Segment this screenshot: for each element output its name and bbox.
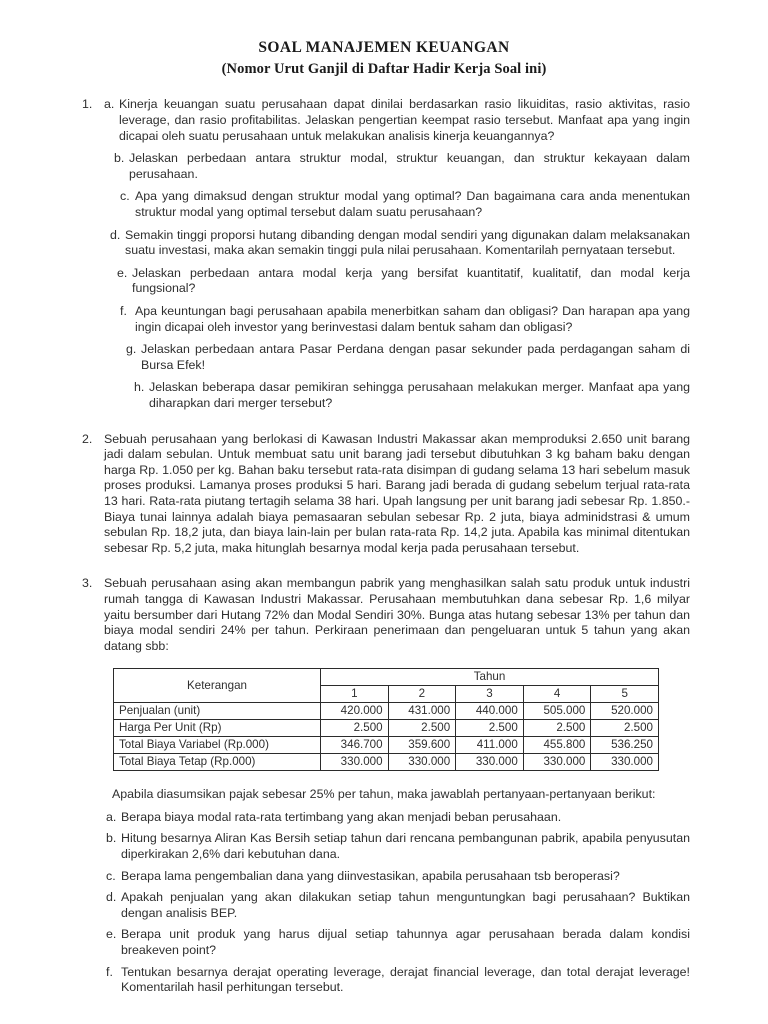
closing-item-a-text: Berapa biaya modal rata-rata tertimbang yang akan menjadi beban perusahaan. (121, 809, 562, 824)
question-1-item-a (104, 97, 690, 144)
spacer (104, 259, 690, 266)
spacer (104, 182, 690, 189)
row-label-penjualan: Penjualan (unit) (114, 703, 321, 720)
spacer (104, 144, 690, 151)
table-header-year-3: 3 (456, 686, 524, 703)
cell-penjualan-y2: 431.000 (388, 703, 456, 720)
table-header-tahun: Tahun (321, 669, 659, 686)
question-1-item-e-marker: e. (117, 265, 128, 280)
spacer (78, 556, 690, 576)
cell-tetap-y2: 330.000 (388, 754, 456, 771)
closing-item-f-text: Tentukan besarnya derajat operating leverage, derajat financial leverage, dan total derajat leverage! Komentarilah hasil perhitungan tersebut. (121, 964, 690, 995)
table-row (114, 720, 659, 737)
table-row (114, 754, 659, 771)
financial-projection-table (113, 668, 659, 771)
cell-tetap-y3: 330.000 (456, 754, 524, 771)
question-1-item-h-text: Jelaskan beberapa dasar pemikiran sehingga perusahaan melakukan merger. Manfaat apa yang diharapkan dari merger tersebut? (149, 380, 690, 410)
question-3-body (104, 576, 690, 654)
row-label-biaya-tetap: Total Biaya Tetap (Rp.000) (114, 754, 321, 771)
cell-harga-y4: 2.500 (523, 720, 591, 737)
table-row (114, 703, 659, 720)
closing-item-b (106, 831, 690, 862)
question-1-item-g (104, 342, 690, 373)
question-1-body (104, 97, 690, 411)
cell-penjualan-y3: 440.000 (456, 703, 524, 720)
question-3-text: Sebuah perusahaan asing akan membangun pabrik yang menghasilkan salah satu produk untuk industri rumah tangga di Kawasan Industri Makassar. Perusahaan membutuhkan dana sebesar Rp. 1,6 milyar yaitu bersumber dari Hutang 72% dan Modal Sendiri 30%. Bunga atas hutang sebesar 13% per tahun dan biaya modal sendiri 24% per tahun. Perkiraan penerimaan dan pengeluaran untuk 5 tahun yang akan datang sbb: (104, 576, 690, 653)
closing-item-e (106, 927, 690, 958)
question-2 (78, 432, 690, 557)
row-label-harga-per-unit: Harga Per Unit (Rp) (114, 720, 321, 737)
table-body (114, 703, 659, 771)
closing-item-e-marker: e. (106, 927, 117, 942)
question-1-item-b-marker: b. (114, 151, 125, 166)
cell-penjualan-y4: 505.000 (523, 703, 591, 720)
cell-tetap-y5: 330.000 (591, 754, 659, 771)
question-1-item-f-text: Apa keuntungan bagi perusahaan apabila menerbitkan saham dan obligasi? Dan harapan apa yang ingin dicapai oleh investor yang berinvestasi dalam bentuk saham dan obligasi? (135, 304, 690, 334)
cell-variabel-y4: 455.800 (523, 737, 591, 754)
cell-tetap-y1: 330.000 (321, 754, 389, 771)
spacer (104, 373, 690, 380)
cell-variabel-y1: 346.700 (321, 737, 389, 754)
cell-penjualan-y1: 420.000 (321, 703, 389, 720)
closing-item-c-text: Berapa lama pengembalian dana yang diinvestasikan, apabila perusahaan tsb beroperasi? (121, 868, 620, 883)
document-title-block (78, 38, 690, 79)
question-1-item-f (104, 304, 690, 335)
table-header-keterangan: Keterangan (114, 669, 321, 703)
question-1 (78, 97, 690, 411)
closing-lead-text: Apabila diasumsikan pajak sebesar 25% per tahun, maka jawablah pertanyaan-pertanyaan berikut: (112, 787, 656, 802)
question-1-number: 1. (82, 97, 93, 112)
cell-variabel-y5: 536.250 (591, 737, 659, 754)
question-1-item-a-marker: a. (104, 97, 115, 112)
closing-item-c (106, 869, 690, 885)
page-subtitle: (Nomor Urut Ganjil di Daftar Hadir Kerja Soal ini) (221, 60, 547, 77)
cell-harga-y2: 2.500 (388, 720, 456, 737)
cell-harga-y5: 2.500 (591, 720, 659, 737)
table-header-year-5: 5 (591, 686, 659, 703)
question-1-item-h-marker: h. (134, 380, 145, 395)
question-1-item-a-text: Kinerja keuangan suatu perusahaan dapat dinilai berdasarkan rasio likuiditas, rasio aktivitas, rasio leverage, dan rasio profitabilitas. Jelaskan pengertian keempat rasio tersebut. Manfaat apa yang ingin dicapai oleh suatu perusahaan untuk melakukan analisis kinerja keuangannya? (119, 97, 690, 143)
question-1-item-d (104, 228, 690, 259)
spacer (104, 221, 690, 228)
question-1-item-e (104, 266, 690, 297)
table-header-year-4: 4 (523, 686, 591, 703)
question-1-item-g-text: Jelaskan perbedaan antara Pasar Perdana dengan pasar sekunder pada perdagangan saham di Bursa Efek! (141, 342, 690, 372)
cell-tetap-y4: 330.000 (523, 754, 591, 771)
closing-item-b-text: Hitung besarnya Aliran Kas Bersih setiap tahun dari rencana pembangunan pabrik, apabila penyusutan diperkirakan 2,6% dari kebutuhan dana. (121, 831, 690, 862)
spacer (78, 412, 690, 432)
question-2-number: 2. (82, 431, 93, 446)
table-header (114, 669, 659, 703)
cell-variabel-y3: 411.000 (456, 737, 524, 754)
question-1-item-c-text: Apa yang dimaksud dengan struktur modal yang optimal? Dan bagaimana cara anda menentukan struktur modal yang optimal tersebut dalam suatu perusahaan? (135, 189, 690, 220)
question-1-item-e-text: Jelaskan perbedaan antara modal kerja yang bersifat kuantitatif, kualitatif, dan modal kerja fungsional? (132, 265, 690, 296)
table-header-row-1 (114, 669, 659, 686)
closing-item-d (106, 890, 690, 921)
table-header-year-2: 2 (388, 686, 456, 703)
question-1-item-f-marker: f. (120, 304, 127, 319)
closing-item-f-marker: f. (106, 964, 113, 979)
question-1-item-d-marker: d. (110, 227, 121, 242)
closing-item-c-marker: c. (106, 868, 116, 883)
question-1-item-c-marker: c. (120, 189, 130, 204)
question-1-item-b (104, 151, 690, 182)
financial-table-wrapper (113, 668, 690, 771)
table-header-year-1: 1 (321, 686, 389, 703)
question-2-body (104, 432, 690, 557)
closing-item-d-marker: d. (106, 890, 117, 905)
cell-penjualan-y5: 520.000 (591, 703, 659, 720)
page-title: SOAL MANAJEMEN KEUANGAN (258, 39, 510, 56)
closing-item-b-marker: b. (106, 831, 117, 846)
closing-item-a (106, 810, 690, 826)
question-3 (78, 576, 690, 654)
closing-question-list (78, 787, 690, 996)
question-2-text: Sebuah perusahaan yang berlokasi di Kawasan Industri Makassar akan memproduksi 2.650 unit barang jadi dalam sebulan. Untuk membuat satu unit barang jadi tersebut dibutuhkan 3 kg baham baku dengan harga Rp. 1.050 per kg. Bahan baku tersebut rata-rata disimpan di gudang selama 13 hari sebelum masuk proses produksi. Lamanya proses produksi 5 hari. Barang jadi berada di gudang sebelum terjual rata-rata 13 hari. Rata-rata piutang tertagih selama 38 hari. Upah langsung per unit barang jadi sebesar Rp. 1.850.- Biaya tunai lainnya adalah biaya pemasaaran sebulan sebesar Rp. 2 juta, biaya adminidstrasi & umum sebulan Rp. 18,2 juta, dan biaya lain-lain per bulan rata-rata Rp. 14,2 juta. Apabila kas minimal ditentukan sebesar Rp. 5,2 juta, maka hitunglah besarnya modal kerja pada perusahaan tersebut. (104, 431, 690, 555)
closing-item-a-marker: a. (106, 809, 117, 824)
question-3-number: 3. (82, 576, 93, 591)
question-1-item-h (104, 380, 690, 411)
closing-item-e-text: Berapa unit produk yang harus dijual setiap tahunnya agar perusahaan berada dalam kondisi breakeven point? (121, 927, 690, 958)
cell-harga-y3: 2.500 (456, 720, 524, 737)
question-1-item-d-text: Semakin tinggi proporsi hutang dibanding dengan modal sendiri yang digunakan dalam melaksanakan suatu investasi, maka akan semakin tinggi pula nilai perusahaan. Komentarilah pernyataan tersebut. (125, 227, 690, 258)
question-1-item-b-text: Jelaskan perbedaan antara struktur modal, struktur keuangan, dan struktur kekayaan dalam perusahaan. (129, 151, 690, 181)
cell-harga-y1: 2.500 (321, 720, 389, 737)
question-list (78, 97, 690, 654)
closing-item-f (106, 965, 690, 996)
question-1-item-g-marker: g. (126, 342, 137, 357)
closing-item-d-text: Apakah penjualan yang akan dilakukan setiap tahun menguntungkan bagi perusahaan? Buktikan dengan analisis BEP. (121, 890, 690, 920)
table-row (114, 737, 659, 754)
row-label-biaya-variabel: Total Biaya Variabel (Rp.000) (114, 737, 321, 754)
spacer (104, 297, 690, 304)
cell-variabel-y2: 359.600 (388, 737, 456, 754)
spacer (104, 335, 690, 342)
question-1-item-c (104, 189, 690, 220)
